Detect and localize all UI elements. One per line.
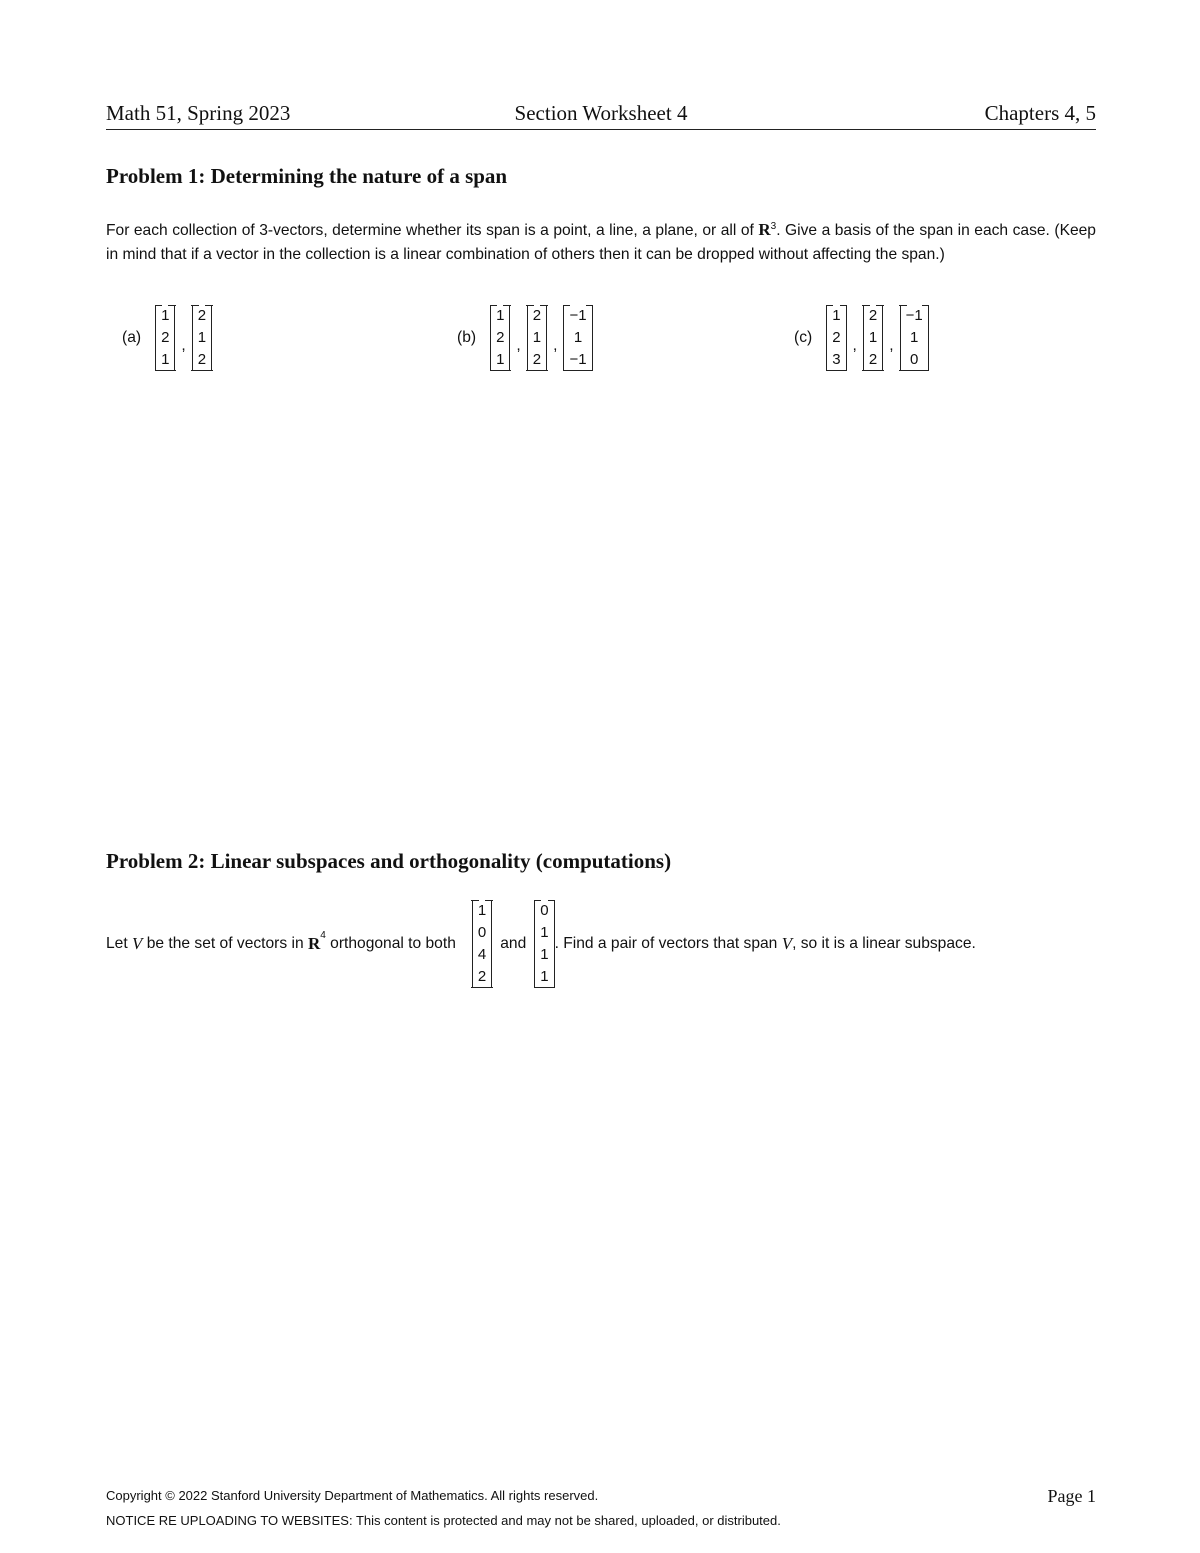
p2-text-3: orthogonal to both (325, 935, 456, 952)
problem-1-text-a: For each collection of 3-vectors, determine whether its span is a point, a line, a plane, or all of (106, 222, 759, 239)
vector-entry: 2 (532, 307, 542, 324)
vector-entry: 1 (540, 924, 549, 941)
vector-entry: 1 (496, 351, 505, 368)
subspace-symbol: V (781, 934, 793, 953)
vector-entry: 0 (540, 902, 549, 919)
page-header (106, 101, 1096, 130)
vector-entry: 1 (197, 329, 207, 346)
vector (155, 305, 175, 371)
vector (192, 305, 212, 371)
vector-entry: 1 (540, 968, 549, 985)
vector-entry: 4 (477, 946, 487, 963)
part-a-label: (a) (122, 329, 142, 346)
vector (472, 900, 492, 988)
comma: , (852, 337, 857, 354)
vector-entry: 1 (832, 307, 841, 324)
comma: , (553, 337, 558, 354)
problem-1-heading: Problem 1: Determining the nature of a span (106, 164, 508, 188)
vector (563, 305, 592, 371)
vector-entry: 2 (161, 329, 170, 346)
p2-text-4: . Find a pair of vectors that span (554, 935, 782, 952)
comma: , (181, 337, 186, 354)
vector-entry: 2 (832, 329, 841, 346)
page-number: Page 1 (1047, 1486, 1096, 1506)
vector-entry: 1 (868, 329, 878, 346)
vector-entry: −1 (905, 307, 923, 324)
part-c (794, 305, 929, 371)
comma: , (516, 337, 521, 354)
upload-notice: NOTICE RE UPLOADING TO WEBSITES: This content is protected and may not be shared, uploaded, or distributed. (106, 1513, 781, 1528)
vector-entry: 1 (540, 946, 549, 963)
vector (900, 305, 929, 371)
vector-entry: 1 (573, 329, 583, 346)
vector (863, 305, 883, 371)
vector-entry: 1 (909, 329, 919, 346)
vector (826, 305, 846, 371)
vector-entry: 2 (868, 307, 878, 324)
vector-entry: 0 (909, 351, 919, 368)
problem-2-text: Let V be the set of vectors in R $^4$ orthogonal to both 1 0 4 2 and 0 1 1 1 . Find a pair of vectors that span V , so it is a linear subspace. (106, 900, 976, 988)
part-b-label: (b) (457, 329, 477, 346)
problem-2-heading: Problem 2: Linear subspaces and orthogonality (computations) (106, 849, 672, 873)
vector-entry: −1 (569, 307, 587, 324)
p2-text-5: , so it is a linear subspace. (792, 935, 976, 952)
comma: , (889, 337, 894, 354)
part-b (457, 305, 593, 371)
vector-entry: 2 (496, 329, 505, 346)
vector-entry: 1 (496, 307, 505, 324)
chapters-label: Chapters 4, 5 (984, 101, 1096, 125)
vector-entry: 2 (532, 351, 542, 368)
reals-symbol: R (307, 934, 321, 953)
part-a (122, 305, 212, 371)
vector (534, 900, 554, 988)
vector-entry: 2 (477, 968, 487, 985)
vector (527, 305, 547, 371)
vector-entry: 1 (532, 329, 542, 346)
copyright-notice: Copyright © 2022 Stanford University Department of Mathematics. All rights reserved. (106, 1488, 599, 1503)
reals-symbol: R (758, 220, 771, 239)
vector-entry: 2 (868, 351, 878, 368)
problem-1-text-b: . Give a basis of the span in each case. (Keep in mind that if a vector in the collection is a linear combination of others then it can be dropped without affecting the span.) (106, 222, 1096, 263)
worksheet-title: Section Worksheet 4 (514, 101, 688, 125)
vector-entry: −1 (569, 351, 587, 368)
vector-entry: 2 (197, 307, 207, 324)
vector-entry: 1 (477, 902, 487, 919)
reals-exponent: 3 (770, 220, 777, 232)
vector-entry: 3 (832, 351, 841, 368)
p2-text-1: Let (106, 935, 133, 952)
vector-entry: 0 (477, 924, 487, 941)
p2-text-2: be the set of vectors in (142, 935, 308, 952)
vector-entry: 2 (197, 351, 207, 368)
vector (490, 305, 510, 371)
course-title: Math 51, Spring 2023 (106, 101, 291, 125)
vector-entry: 1 (161, 351, 170, 368)
vector-entry: 1 (161, 307, 170, 324)
problem-1-text (106, 218, 1096, 267)
part-c-label: (c) (794, 329, 813, 346)
and-word: and (500, 935, 527, 952)
subspace-symbol: V (132, 934, 143, 953)
